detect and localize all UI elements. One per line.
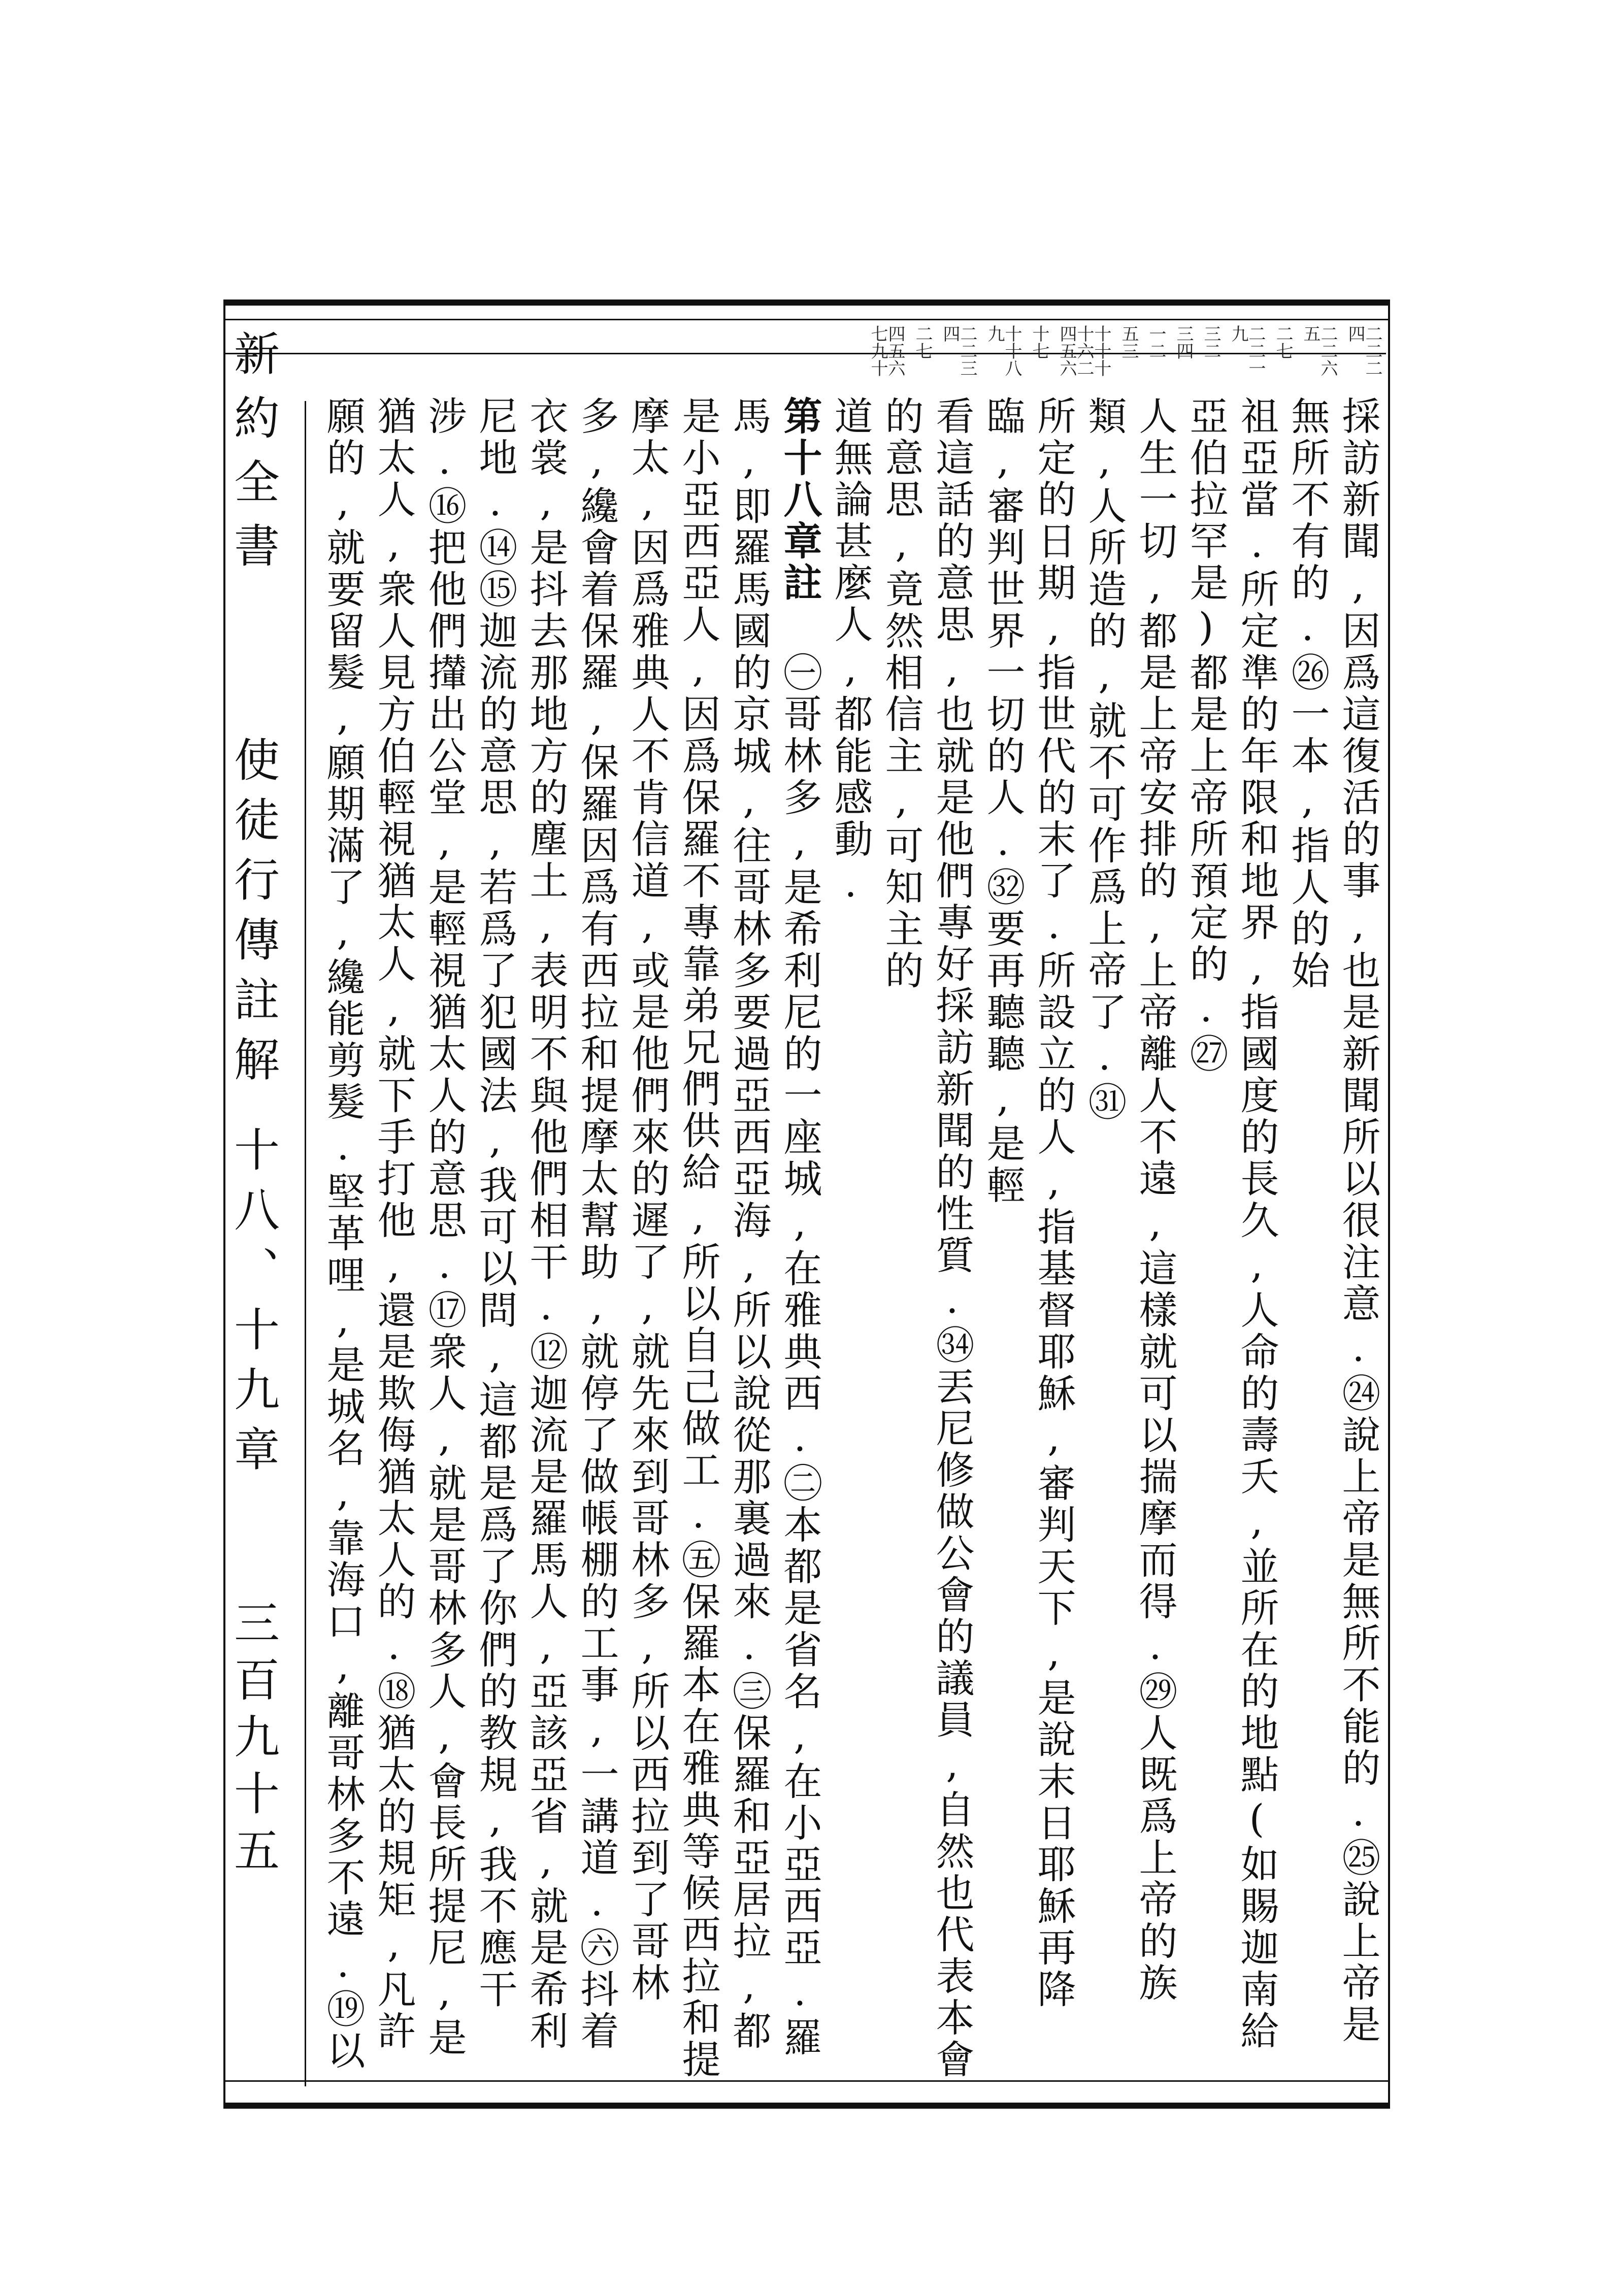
reference-number: 二二二四 (1345, 325, 1382, 377)
commentary-line: 道無論甚麼人,都能感動. (828, 396, 873, 909)
reference-number: 二七 (912, 325, 933, 359)
margin-divider (305, 401, 306, 2086)
chapter-18-heading: 第十八章註 (777, 396, 822, 604)
reference-number: 十七 (1029, 325, 1049, 359)
commentary-body (315, 396, 1383, 2081)
section-title-text: 使徒行傳註解 (226, 736, 279, 1095)
chapter-label: 十八、十九章 (226, 1126, 279, 1485)
reference-number: 五三 (1118, 325, 1139, 359)
reference-number: 三二 (1201, 325, 1221, 359)
reference-number: 二二一九 (1228, 325, 1266, 377)
chapter-18-notes (315, 396, 825, 2081)
reference-number: 十十八九 (984, 325, 1022, 377)
section-title (226, 736, 279, 1485)
commentary-line: 看這話的意思,也就是他們專好採訪新聞的性質.㉞丟尼修做公會的議員,自然也代表本會的意思,竟然相信主,可知主的 (879, 396, 975, 2081)
reference-numbers (284, 325, 1381, 386)
reference-number: 二二三四 (940, 325, 977, 377)
chapter-18-text: ㊀哥林多,是希利尼的一座城,在雅典西.㊁本都是省名,在小亞西亞.羅馬,即羅馬國的京城,往哥林多要過亞西亞海,所以說從那裏過來.㊂保羅和亞居拉,都是小亞西亞人,因爲保羅不專靠弟兄們供給,所以自己做工.㊄保羅本在雅典等候西拉和提摩太,因爲雅典人不肯信道,或是他們來的遲了,就先來到哥林多,所以西拉到了哥林多,纔會着保羅,保羅因爲有西拉和提摩太幫助,就停了做帳棚的工事,一講道.㊅抖着衣裳,是抖去那地方的塵土,表明不與他們相干.⑫迦流是羅馬人,亞該亞省,就是希利尼地.⑭⑮迦流的意思,若爲了犯國法,我可以問,這都是爲了你們的教規,我不應干涉.⑯把他們攆出公堂,是輕視猶太人的意思.⑰衆人,就是哥林多人,會長所提尼,是猶太人,衆人見方伯輕視猶太人,就下手打他,還是欺侮猶太人的.⑱猶太的規矩,凡許願的,就要留髮,願期滿了,纔能剪髮.堅革哩,是城名,靠海口,離哥林多不遠.⑲以 (320, 396, 822, 2081)
book-title: 新約全書 (226, 330, 279, 586)
commentary-line: 祖亞當.所定準的年限和地界,指國度的長久,人命的壽夭,並所在的地點(如賜迦南給亞伯拉罕是)都是上帝所預定的.㉗ (1183, 396, 1279, 2052)
reference-number: 二七 (1273, 325, 1293, 359)
commentary-line: 人生一切,都是上帝安排的,上帝離人不遠,這樣就可以揣摩而得.㉙人既爲上帝的族類,人所造的,就不可作爲上帝了.㉛ (1082, 396, 1178, 2004)
reference-number: 二二六五 (1300, 325, 1338, 377)
page-number: 三百九十五 (226, 1599, 279, 1883)
commentary-line: 採訪新聞,因爲這復活的事,也是新聞所以很注意.㉔說上帝是無所不能的.㉕說上帝是無所不有的.㉖一本,指人的始 (1285, 396, 1381, 2046)
frame-rule-top (223, 319, 1390, 320)
reference-number: 一二 (1146, 325, 1166, 359)
reference-number: 三四 (1173, 325, 1194, 359)
commentary-line: 所定的日期,指世代的末了.所設立的人,指基督耶穌,審判天下,是說末日耶穌再降臨,審判世界一切的人.㉜要再聽聽,是輕 (980, 396, 1076, 2011)
reference-number: 四五六七九十 (868, 325, 905, 377)
reference-number: 十十十十六二四五六 (1057, 325, 1111, 377)
